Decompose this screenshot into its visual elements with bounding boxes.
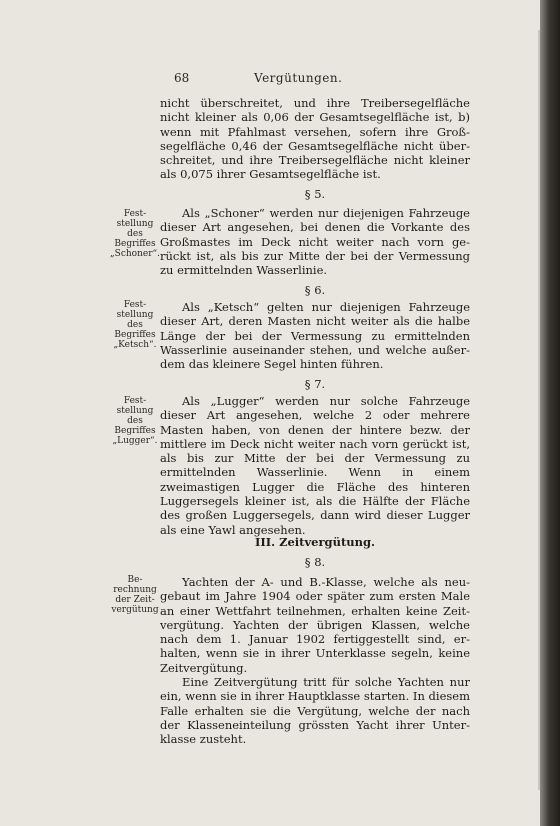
section-8-text bbox=[160, 575, 470, 747]
section-5-paragraph: Als „Schoner“ werden nur diejenigen Fahrzeuge dieser Art angesehen, bei denen die Vorkante des Großmastes im Deck nicht weiter nach vorn ge-rückt ist, als bis zur Mitte der bei der Vermessung zu ermittelnden Wasserlinie. bbox=[160, 206, 470, 278]
section-5-text bbox=[160, 206, 470, 277]
section-7-paragraph: Als „Lugger“ werden nur solche Fahrzeuge dieser Art angesehen, welche 2 oder mehrere Masten haben, von denen der hintere bezw. der mittlere im Deck nicht weiter nach vorn gerückt ist, als bis zur Mitte der bei der Vermessung zu ermittelnden Wasserlinie. Wenn in einem zweimastigen Lugger die Fläche des hinteren Luggersegels kleiner ist, als die Hälfte der Fläche des großen Luggersegels, dann wird dieser Lugger als eine Yawl angesehen. bbox=[160, 394, 470, 537]
intro-text bbox=[160, 96, 470, 182]
margin-note-lugger: Fest- stellung des Begriffes „Lugger“. bbox=[112, 396, 158, 446]
running-title: Vergütungen. bbox=[254, 71, 343, 85]
section-5-heading: § 5. bbox=[304, 187, 326, 201]
margin-note-schoner: Fest- stellung des Begriffes „Schoner“. bbox=[110, 209, 160, 259]
section-8-paragraph-1: Yachten der A- und B.-Klasse, welche als neu-gebaut im Jahre 1904 oder später zum ersten Male an einer Wettfahrt teilnehmen, erhalten keine Zeit-vergütung. Yachten der übrigen Klassen, welche nach dem 1. Januar 1902 fertiggestellt sind, er-halten, wenn sie in ihrer Unterklasse segeln, keine Zeitvergütung. bbox=[160, 575, 470, 675]
book-binding-edge bbox=[540, 0, 560, 826]
margin-note-zeitvergutung: Be- rechnung der Zeit- vergütung bbox=[111, 575, 159, 615]
section-6-heading: § 6. bbox=[304, 283, 326, 297]
page-number: 68 bbox=[174, 71, 190, 85]
section-7-heading: § 7. bbox=[304, 377, 326, 391]
section-8-paragraph-2: Eine Zeitvergütung tritt für solche Yachten nur ein, wenn sie in ihrer Hauptklasse starten. In diesem Falle erhalten sie die Vergütung, welche der nach der Klasseneinteilung grössten Yacht ihrer Unter-klasse zusteht. bbox=[160, 675, 470, 747]
section-6-text bbox=[160, 300, 470, 371]
part-title: III. Zeitvergütung. bbox=[254, 535, 376, 549]
margin-note-ketsch: Fest- stellung des Begriffes „Ketsch“. bbox=[113, 300, 157, 350]
section-8-heading: § 8. bbox=[304, 555, 326, 569]
intro-paragraph: nicht überschreitet, und ihre Treibersegelfläche nicht kleiner als 0,06 der Gesamtsegelfläche ist, b) wenn mit Pfahlmast versehen, sofern ihre Groß-segelfläche 0,46 der Gesamtsegelfläche nicht über-schreitet, und ihre Treibersegelfläche nicht kleiner als 0,075 ihrer Gesamtsegelfläche ist. bbox=[160, 96, 470, 182]
section-6-paragraph: Als „Ketsch“ gelten nur diejenigen Fahrzeuge dieser Art, deren Masten nicht weiter als die halbe Länge der bei der Vermessung zu ermittelnden Wasserlinie auseinander stehen, und welche außer-dem das kleinere Segel hinten führen. bbox=[160, 300, 470, 372]
section-7-text bbox=[160, 394, 470, 537]
